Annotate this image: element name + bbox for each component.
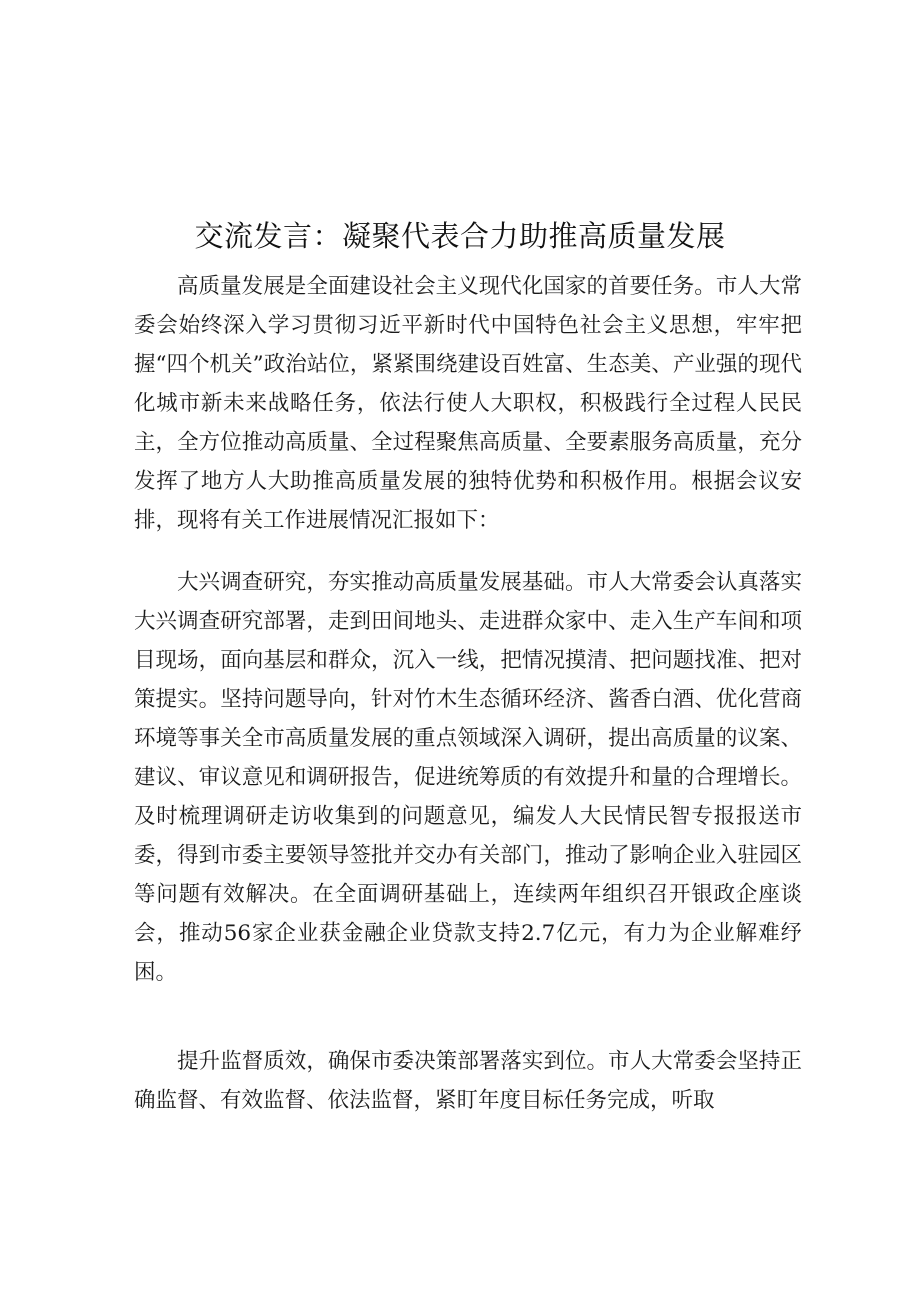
paragraph-intro: 高质量发展是全面建设社会主义现代化国家的首要任务。市人大常委会始终深入学习贯彻习近平新时代中国特色社会主义思想，牢牢把握“四个机关”政治站位，紧紧围绕建设百姓富、生态美、产业强的现代化城市新未来战略任务，依法行使人大职权，积极践行全过程人民民主，全方位推动高质量、全过程聚焦高质量、全要素服务高质量，充分发挥了地方人大助推高质量发展的独特优势和积极作用。根据会议安排，现将有关工作进展情况汇报如下： [134,274,802,533]
paragraph-supervision: 提升监督质效，确保市委决策部署落实到位。市人大常委会坚持正确监督、有效监督、依法监督，紧盯年度目标任务完成，听取 [134,1049,802,1113]
paragraph-research: 大兴调查研究，夯实推动高质量发展基础。市人大常委会认真落实大兴调查研究部署，走到田间地头、走进群众家中、走入生产车间和项目现场，面向基层和群众，沉入一线，把情况摸清、把问题找准、把对策提实。坚持问题导向，针对竹木生态循环经济、酱香白酒、优化营商环境等事关全市高质量发展的重点领域深入调研，提出高质量的议案、建议、审议意见和调研报告，促进统筹质的有效提升和量的合理增长。及时梳理调研走访收集到的问题意见，编发人大民情民智专报报送市委，得到市委主要领导签批并交办有关部门，推动了影响企业入驻园区等问题有效解决。在全面调研基础上，连续两年组织召开银政企座谈会，推动56家企业获金融企业贷款支持2.7亿元，有力为企业解难纾困。 [134,570,802,985]
document-title: 交流发言：凝聚代表合力助推高质量发展 [194,219,726,253]
